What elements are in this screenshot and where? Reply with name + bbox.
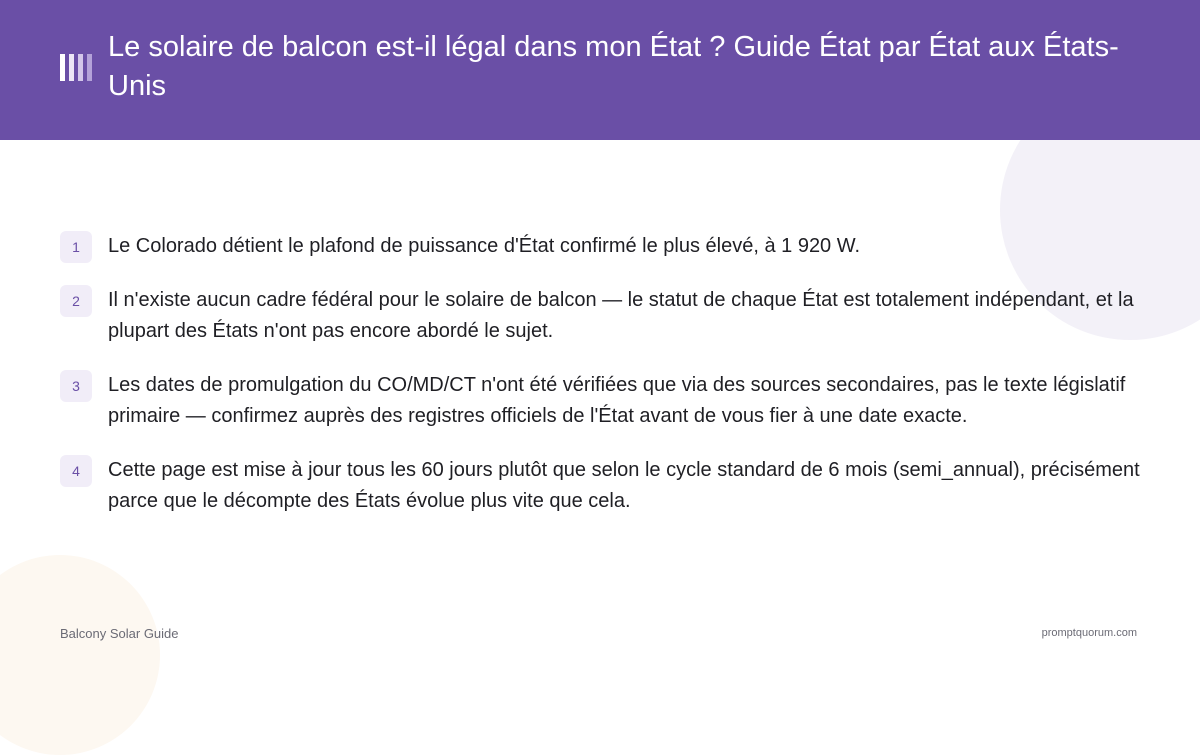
header-banner xyxy=(0,0,1200,140)
footer-site: promptquorum.com xyxy=(1041,627,1137,639)
item-number-badge: 3 xyxy=(60,370,92,402)
footer-brand: Balcony Solar Guide xyxy=(60,626,179,641)
item-text: Cette page est mise à jour tous les 60 jours plutôt que selon le cycle standard de 6 mois (semi_annual), précisément parce que le décompte des États évolue plus vite que cela. xyxy=(108,459,1140,512)
vertical-bars-logo-icon xyxy=(60,54,94,81)
list-item xyxy=(60,285,1190,347)
item-text: Le Colorado détient le plafond de puissance d'État confirmé le plus élevé, à 1 920 W. xyxy=(108,235,861,257)
item-number-badge: 1 xyxy=(60,231,92,263)
key-points-list xyxy=(60,231,1190,540)
list-item xyxy=(60,370,1190,432)
item-number-badge: 2 xyxy=(60,285,92,317)
item-number-badge: 4 xyxy=(60,455,92,487)
item-text: Les dates de promulgation du CO/MD/CT n'ont été vérifiées que via des sources secondaires, pas le texte législatif primaire — confirmez auprès des registres officiels de l'État avant de vous fier à une date exacte. xyxy=(108,374,1126,427)
page-title: Le solaire de balcon est-il légal dans mon État ? Guide État par État aux États-Unis xyxy=(108,31,1119,102)
list-item xyxy=(60,455,1190,517)
list-item xyxy=(60,231,1190,262)
decorative-circle-left xyxy=(0,555,160,755)
item-text: Il n'existe aucun cadre fédéral pour le solaire de balcon — le statut de chaque État est totalement indépendant, et la plupart des États n'ont pas encore abordé le sujet. xyxy=(108,289,1134,342)
